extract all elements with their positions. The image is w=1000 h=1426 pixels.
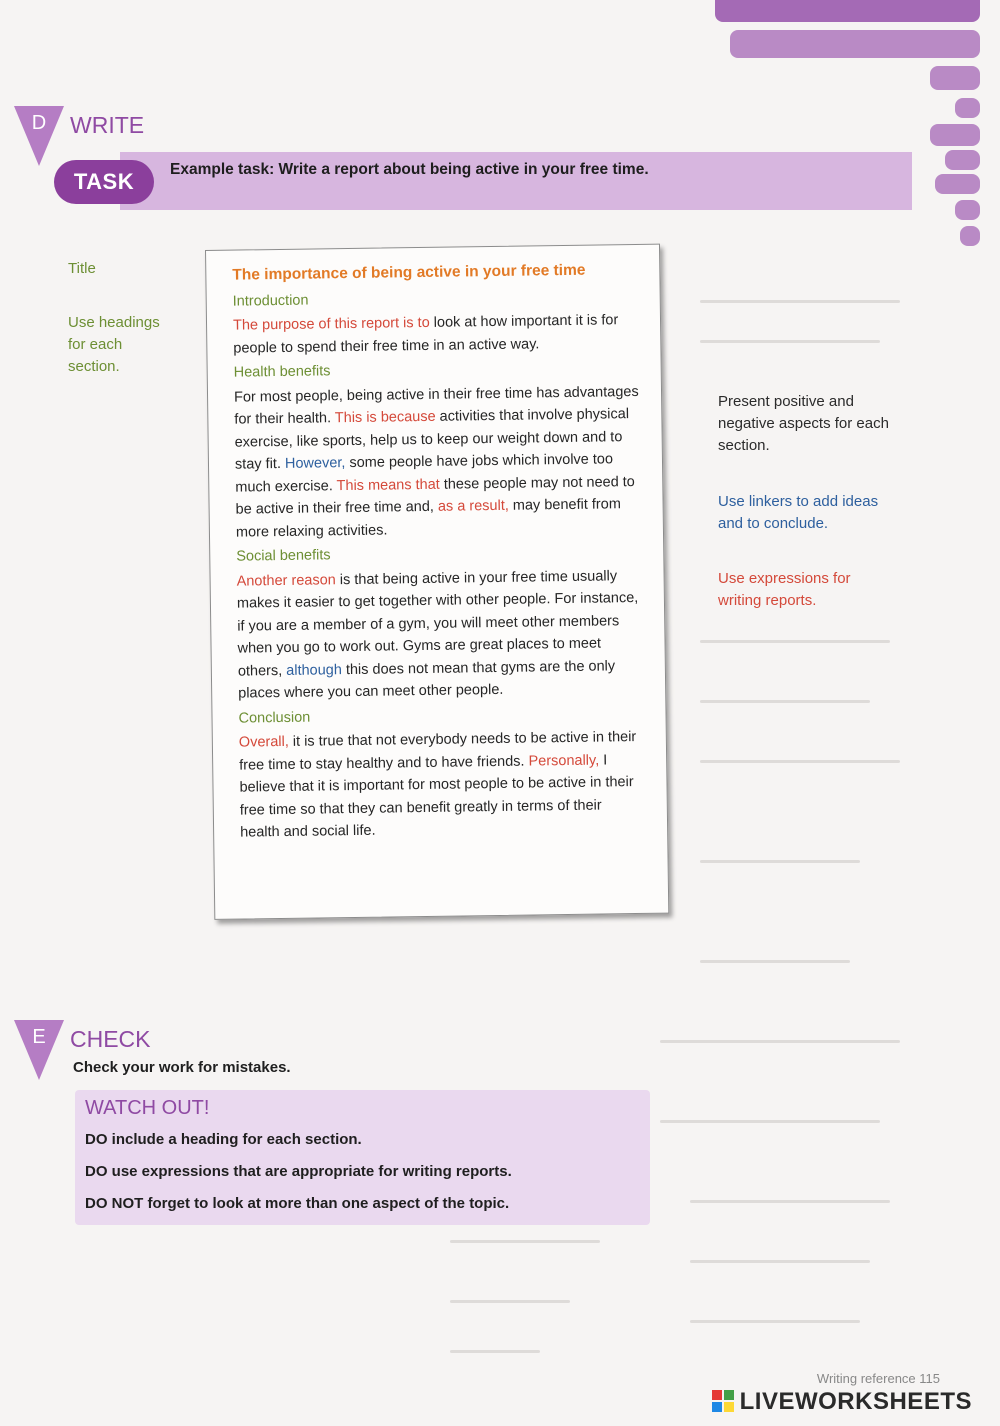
expressions-note: Use expressions for writing reports. <box>718 570 851 609</box>
page-reference: Writing reference 115 <box>816 1371 940 1386</box>
report-heading-conclusion: Conclusion <box>238 709 311 727</box>
report-heading-introduction: Introduction <box>232 292 309 310</box>
decorative-strip <box>960 226 980 246</box>
check-instruction: Check your work for mistakes. <box>73 1059 291 1076</box>
section-e-letter: E <box>32 1026 46 1048</box>
liveworksheets-logo-icon <box>712 1390 734 1412</box>
task-label: TASK <box>54 160 154 204</box>
report-title: The importance of being active in your free time <box>232 261 586 284</box>
report-heading-health: Health benefits <box>233 363 331 381</box>
decorative-strip <box>930 66 980 90</box>
example-report <box>205 244 669 920</box>
decorative-strip <box>730 30 980 58</box>
liveworksheets-brand: LIVEWORKSHEETS <box>712 1388 972 1416</box>
decorative-strip <box>955 98 980 118</box>
headings-note: Use headings for each section. <box>68 314 160 375</box>
decorative-strip <box>930 124 980 146</box>
linkers-note: Use linkers to add ideas and to conclude. <box>718 493 879 532</box>
report-paragraph-social: Another reason is that being active in your free time usually makes it easier to get together with other people. For instance, if you are a member of a gym, you will meet other members when you go to work out. Gyms are great places to meet others, although this does not mean that gyms are the only places where you can meet other people. <box>236 567 639 702</box>
write-heading: WRITE <box>70 112 145 138</box>
decorative-strip <box>715 0 980 22</box>
report-paragraph-health: For most people, being active in their free time has advantages for their health. This is because activities that involve physical exercise, like sports, help us to keep our weight down and to stay fit. However, some people have jobs which involve too much exercise. This means that these people may not need to be active in their free time and, as a result, may benefit from more relaxing activities. <box>233 383 639 541</box>
decorative-strip <box>955 200 980 220</box>
watch-out-item: DO include a heading for each section. <box>85 1131 362 1148</box>
report-paragraph-conclusion: Overall, it is true that not everybody needs to be active in their free time to stay healthy and to have friends. Personally, I believe that it is important for most people to be active in their free time so that they can benefit greatly in terms of their health and social life. <box>238 729 637 841</box>
decorative-strip <box>945 150 980 170</box>
task-text: Example task: Write a report about being active in your free time. <box>170 161 649 178</box>
check-heading: CHECK <box>70 1026 151 1052</box>
watch-out-item: DO NOT forget to look at more than one aspect of the topic. <box>85 1195 510 1212</box>
report-heading-social: Social benefits <box>236 547 331 565</box>
report-paragraph-introduction: The purpose of this report is to look at how important it is for people to spend their free time in an active way. <box>232 312 619 357</box>
decorative-strip <box>935 174 980 194</box>
title-note: Title <box>68 260 96 277</box>
watch-out-item: DO use expressions that are appropriate for writing reports. <box>85 1163 512 1180</box>
positive-negative-note: Present positive and negative aspects for each section. <box>718 393 889 454</box>
watch-out-title: WATCH OUT! <box>85 1097 210 1119</box>
section-d-letter: D <box>31 112 47 134</box>
